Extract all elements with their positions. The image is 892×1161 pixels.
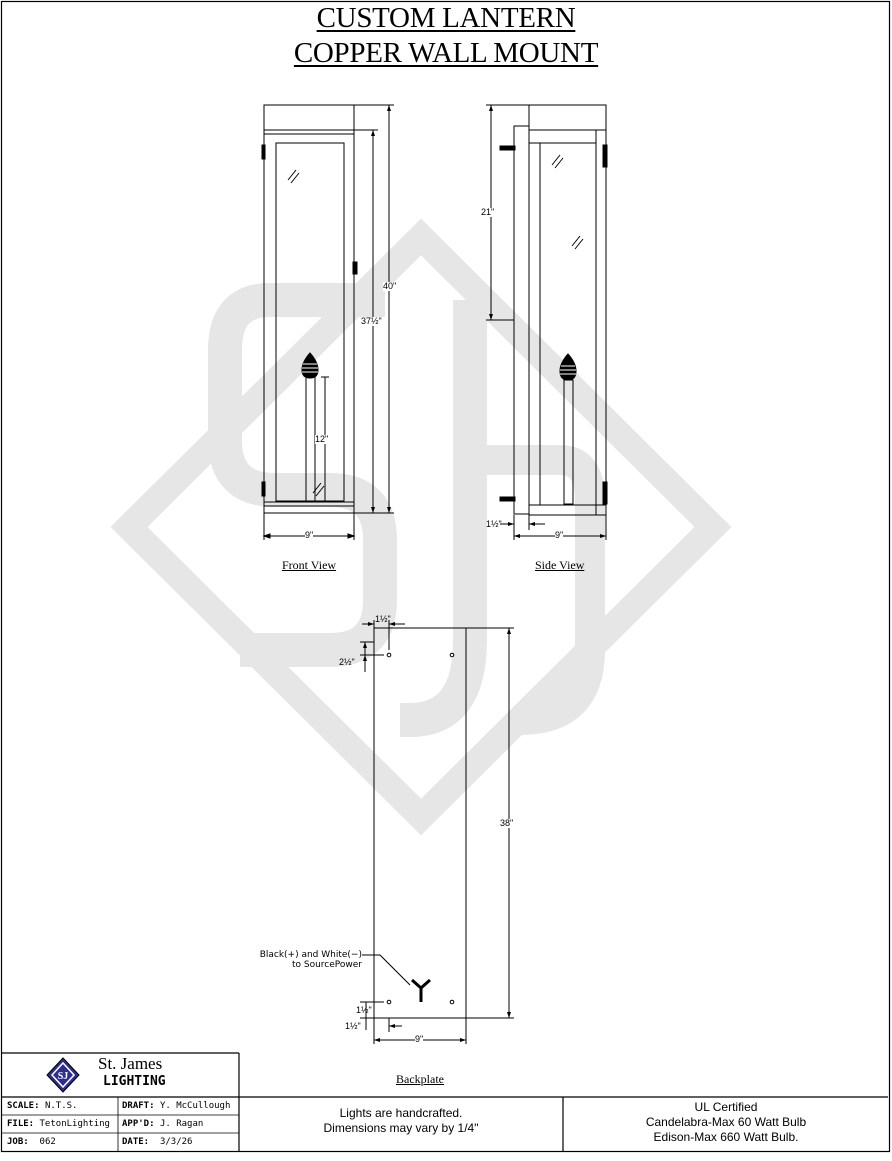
ul-note (564, 1100, 888, 1145)
handcrafted-line-2: Dimensions may vary by 1/4" (323, 1121, 479, 1135)
company-name: St. James (98, 1054, 163, 1073)
file-label: FILE: (7, 1119, 35, 1129)
wire-note-line-1: Black(+) and White(−) (259, 950, 362, 960)
file-value: TetonLighting (39, 1119, 110, 1129)
backplate-dim-bottom-offset-a: 1½" (356, 1005, 372, 1015)
side-dim-mount: 21" (481, 207, 495, 217)
title-line-2: COPPER WALL MOUNT (293, 37, 599, 69)
ul-line-2: Candelabra-Max 60 Watt Bulb (645, 1115, 807, 1129)
draft-value: Y. McCullough (159, 1101, 231, 1111)
scale-label: SCALE: (7, 1101, 40, 1111)
ul-line-3: Edison-Max 660 Watt Bulb. (653, 1130, 799, 1144)
appd-value: J. Ragan (159, 1119, 204, 1129)
date-value: 3/3/26 (159, 1137, 193, 1147)
job-value: 062 (39, 1137, 56, 1147)
ul-line-1: UL Certified (694, 1100, 758, 1114)
wire-note (232, 950, 362, 970)
backplate-view-label: Backplate (396, 1072, 444, 1086)
front-dim-height-inner: 37½" (361, 316, 382, 326)
scale-field (7, 1101, 77, 1111)
side-dim-depth: 9" (555, 530, 564, 540)
date-field (122, 1137, 192, 1147)
front-view-label: Front View (282, 558, 337, 572)
backplate-dim-top-offset: 1½" (375, 614, 391, 624)
side-dim-offset: 1½" (486, 519, 502, 529)
company-logo-icon (47, 1058, 79, 1092)
job-field (7, 1137, 56, 1147)
handcrafted-note (240, 1106, 562, 1136)
front-dim-candle: 12" (315, 434, 329, 444)
backplate-dim-width: 9" (415, 1034, 424, 1044)
backplate-dim-side-offset: 2½" (339, 657, 355, 667)
company-subname: LIGHTING (103, 1074, 166, 1089)
appd-label: APP'D: (122, 1119, 155, 1129)
wire-note-line-2: to SourcePower (291, 960, 362, 970)
backplate-dim-bottom-offset-b: 1½" (345, 1021, 361, 1031)
backplate-dim-height: 38" (500, 818, 514, 828)
job-label: JOB: (7, 1137, 29, 1147)
front-dim-width: 9" (305, 530, 314, 540)
date-label: DATE: (122, 1137, 150, 1147)
title-line-1: CUSTOM LANTERN (316, 2, 576, 34)
side-view-label: Side View (535, 558, 585, 572)
draft-field (122, 1101, 230, 1111)
handcrafted-line-1: Lights are handcrafted. (339, 1106, 463, 1120)
backplate-arrows (363, 622, 514, 1042)
watermark-logo (129, 237, 713, 817)
file-field (7, 1119, 110, 1129)
scale-value: N.T.S. (44, 1101, 78, 1111)
sheet-border (2, 2, 890, 1152)
appd-field (122, 1119, 203, 1129)
draft-label: DRAFT: (122, 1101, 155, 1111)
backplate-drawing (360, 620, 514, 1044)
front-dim-height-total: 40" (383, 281, 397, 291)
svg-text:SJ: SJ (57, 1071, 69, 1082)
